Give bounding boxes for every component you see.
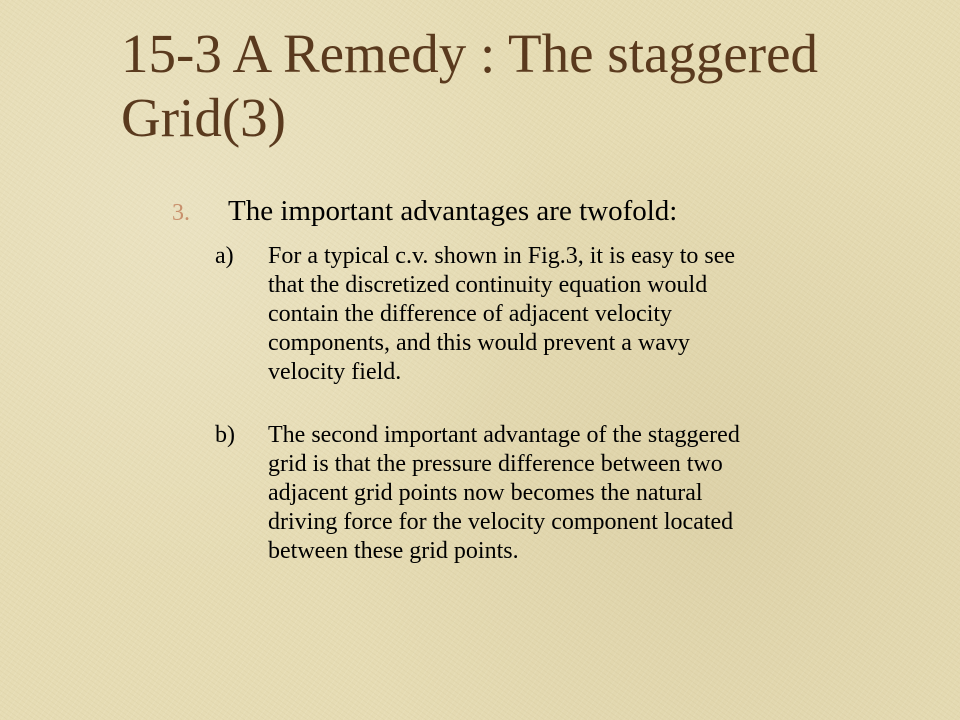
sub-point-a-marker: a) bbox=[215, 243, 234, 269]
main-point-number: 3. bbox=[172, 200, 190, 226]
sub-point-b bbox=[215, 421, 915, 566]
sub-point-a-line: For a typical c.v. shown in Fig.3, it is easy to see bbox=[268, 243, 736, 269]
sub-point-b-line: adjacent grid points now becomes the natural bbox=[268, 480, 703, 506]
slide-title bbox=[121, 22, 921, 150]
sub-point-a bbox=[215, 242, 915, 387]
main-point bbox=[172, 190, 932, 234]
sub-point-b-line: driving force for the velocity component located bbox=[268, 509, 734, 535]
sub-point-a-line: components, and this would prevent a wavy bbox=[268, 330, 690, 356]
sub-point-a-text bbox=[268, 242, 908, 387]
sub-point-b-line: between these grid points. bbox=[268, 538, 519, 564]
sub-point-b-marker: b) bbox=[215, 422, 235, 448]
sub-point-a-line: contain the difference of adjacent velocity bbox=[268, 301, 673, 327]
sub-point-a-line: velocity field. bbox=[268, 359, 402, 385]
sub-point-b-line: grid is that the pressure difference between two bbox=[268, 451, 723, 477]
main-point-text: The important advantages are twofold: bbox=[228, 195, 678, 227]
sub-point-b-line: The second important advantage of the staggered bbox=[268, 422, 740, 448]
sub-point-a-line: that the discretized continuity equation would bbox=[268, 272, 708, 298]
title-line-2: Grid(3) bbox=[121, 87, 286, 148]
title-line-1: 15-3 A Remedy : The staggered bbox=[121, 23, 819, 84]
sub-point-b-text bbox=[268, 421, 908, 566]
